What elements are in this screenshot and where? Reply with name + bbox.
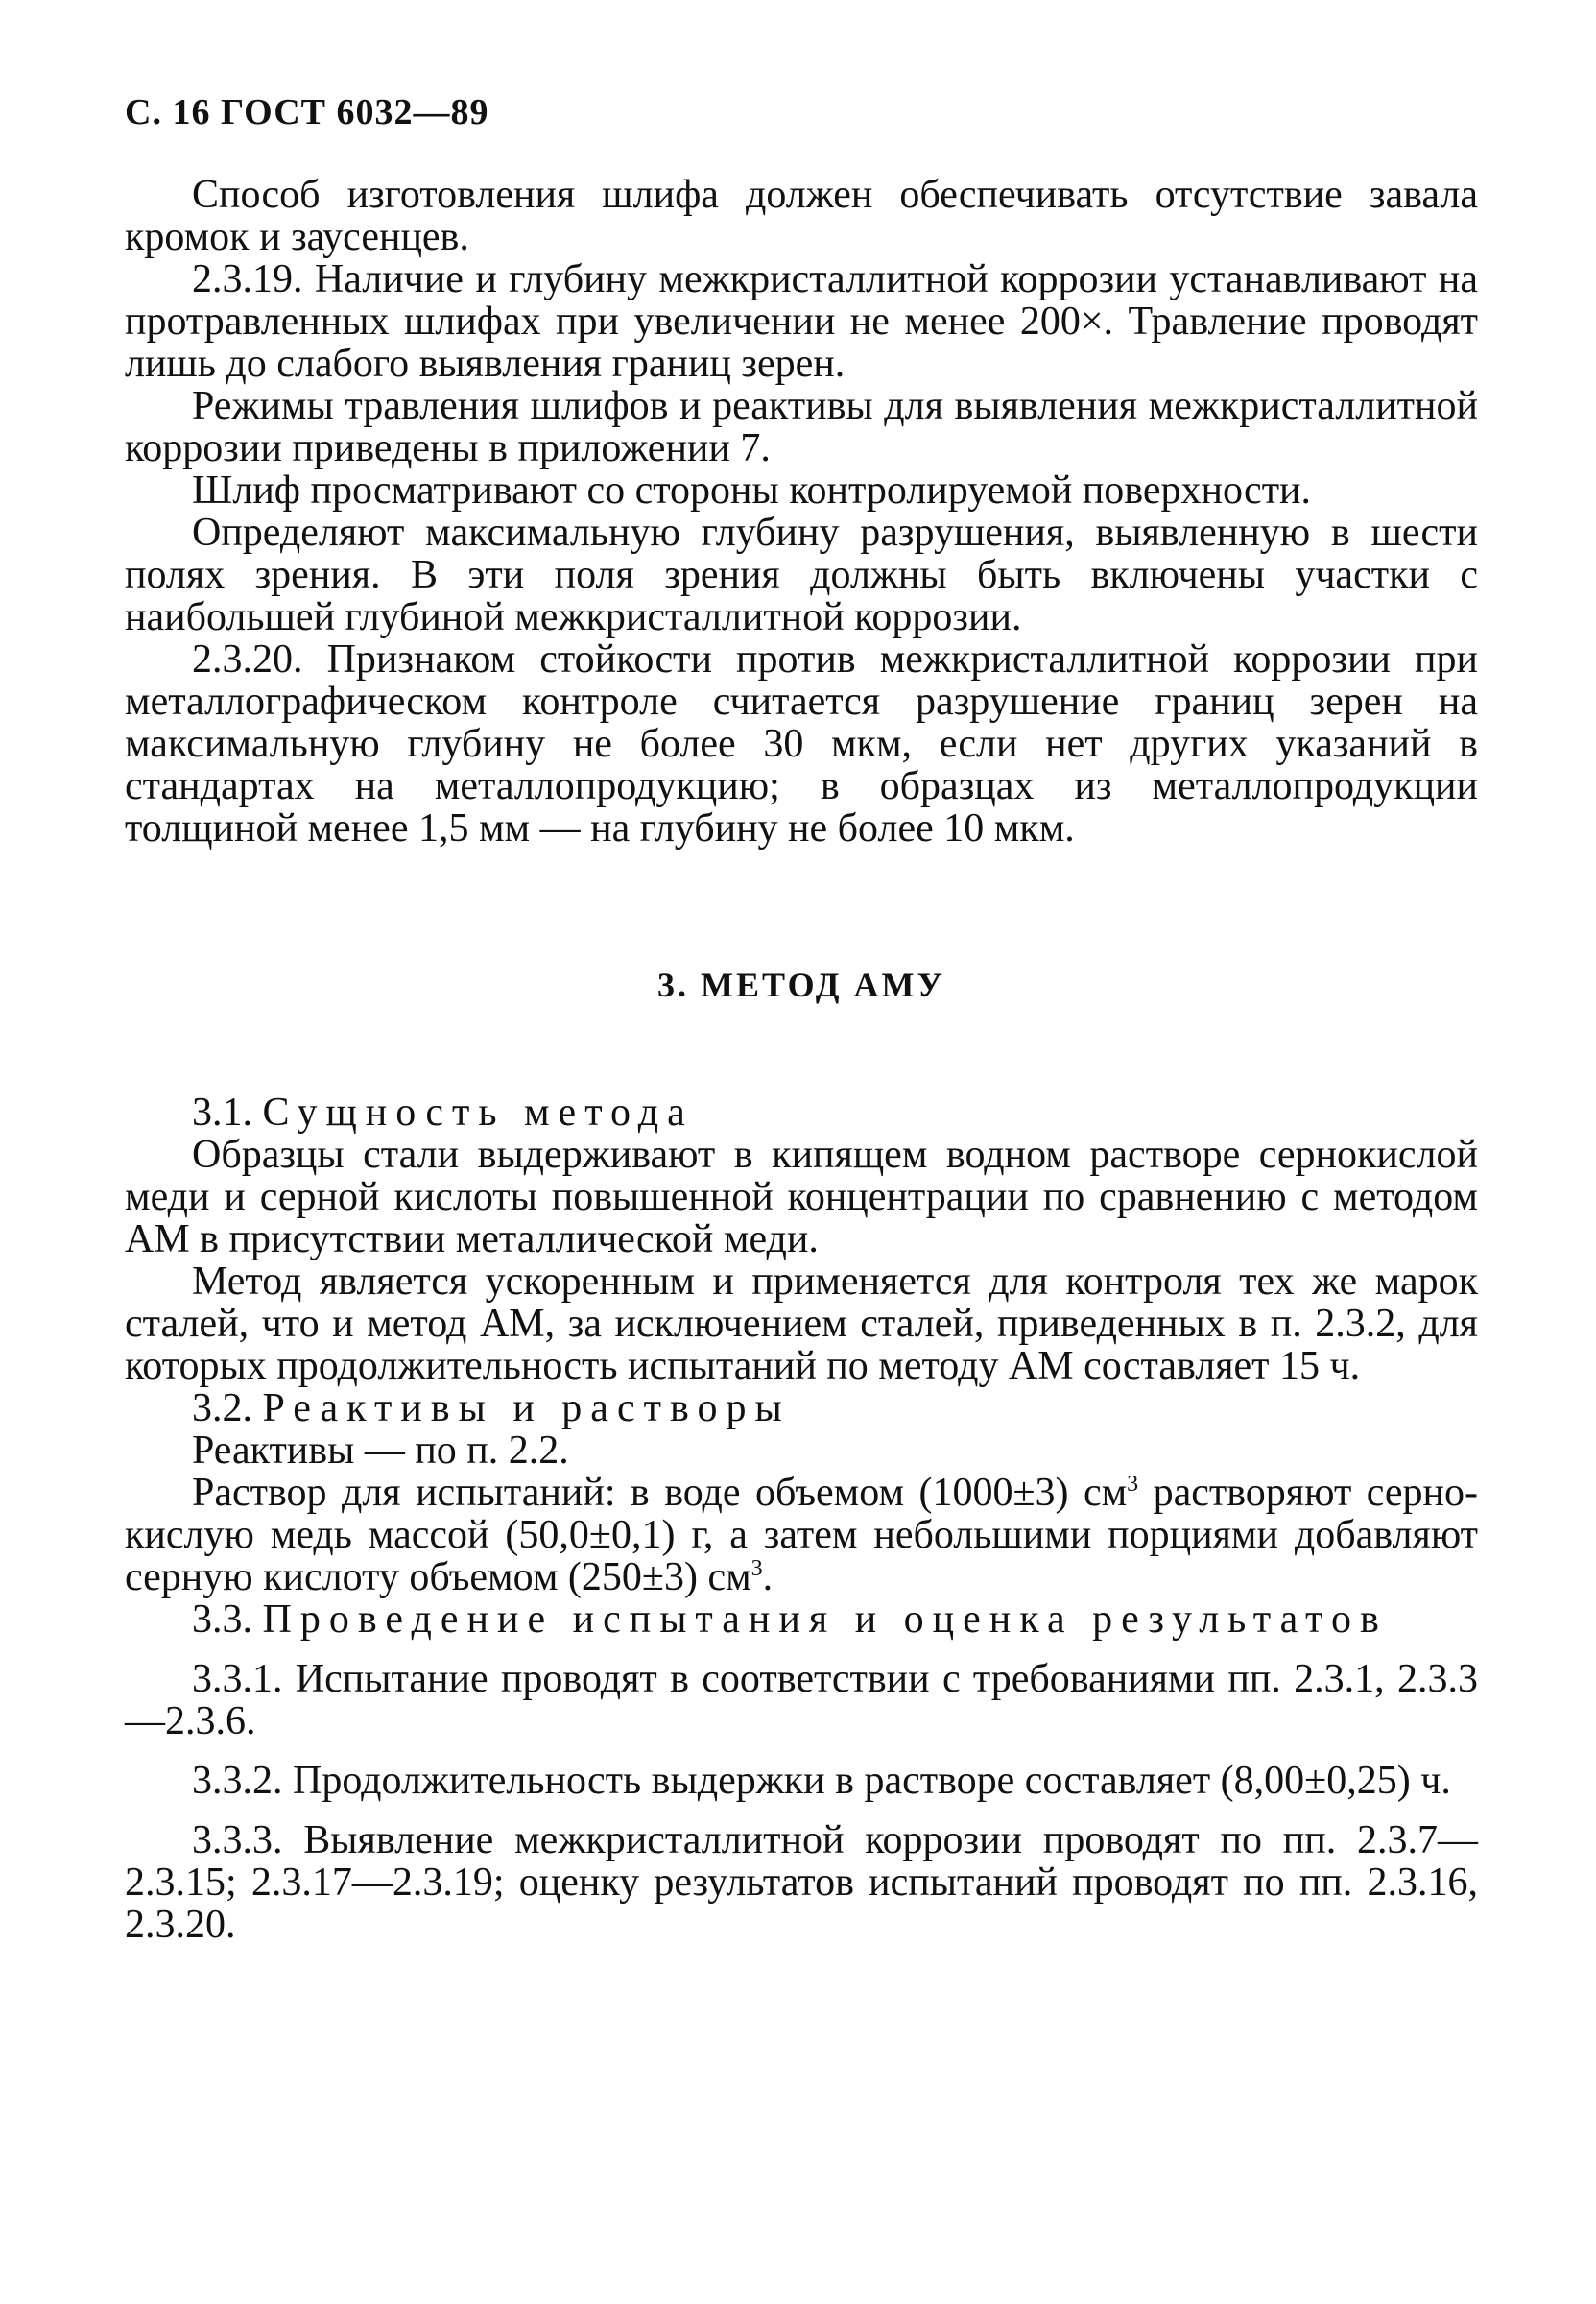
subsection-title-3-3: Проведение испытания и оценка результатов [262, 1597, 1388, 1642]
solution-text-a: Раствор для испытаний: в воде объемом (1000±3) см [192, 1471, 1128, 1515]
paragraph-etching-modes: Режимы травления шлифов и реактивы для выявления межкристаллитной коррозии приведены в приложении 7. [125, 384, 1478, 470]
section-title-amu: 3. МЕТОД АМУ [657, 966, 945, 1004]
paragraph-2-3-19: 2.3.19. Наличие и глубину межкристаллитной коррозии устанавливают на протравленных шлифах при увеличении не менее 200×. Травление проводят лишь до слабого выявления границ зерен. [125, 257, 1478, 386]
subsection-number-3-2: 3.2. [192, 1386, 252, 1430]
subsection-title-3-1: Сущность метода [262, 1091, 694, 1135]
paragraph-3-3-2: 3.3.2. Продолжительность выдержки в растворе составляет (8,00±0,25) ч. [192, 1759, 1451, 1803]
paragraph-2-3-20: 2.3.20. Признаком стойкости против межкристаллитной коррозии при металлографическом контроле считается разрушение границ зерен на максимальную глубину не более 30 мкм, если нет других указаний в стандартах на металлопродукцию; в образцах из металлопродукции толщиной менее 1,5 мм — на глубину не более 10 мкм. [125, 637, 1478, 851]
paragraph-polishing-method: Способ изготовления шлифа должен обеспечивать отсутствие завала кромок и заусенцев. [125, 173, 1478, 259]
solution-text-b: растворяют серно-кислую медь массой (50,0±0,1) г, а затем небольшими порциями добавляют серную кислоту объемом (250±3) см [125, 1471, 1478, 1599]
superscript-cube-2: 3 [750, 1556, 763, 1581]
paragraph-max-depth: Определяют максимальную глубину разрушения, выявленную в шести полях зрения. В эти поля зрения должны быть включены участки с наибольшей глубиной межкристаллитной коррозии. [125, 511, 1478, 639]
paragraph-inspection-side: Шлиф просматривают со стороны контролируемой поверхности. [192, 468, 1312, 513]
subsection-heading-3-1 [125, 1092, 1478, 1134]
solution-text-c: . [762, 1555, 774, 1599]
paragraph-3-2-solution [125, 1472, 1478, 1598]
paragraph-3-3-1: 3.3.1. Испытание проводят в соответствии с требованиями пп. 2.3.1, 2.3.3—2.3.6. [125, 1657, 1478, 1743]
paragraph-3-1-method: Метод является ускоренным и применяется для контроля тех же марок сталей, что и метод АМ, за исключением сталей, приведенных в п. 2.3.2, для которых продолжительность испытаний по методу АМ составляет 15 ч. [125, 1260, 1478, 1388]
subsection-title-3-2: Реактивы и растворы [262, 1386, 791, 1430]
paragraph-3-2-reagents: Реактивы — по п. 2.2. [192, 1428, 569, 1473]
subsection-number-3-1: 3.1. [192, 1091, 252, 1135]
subsection-heading-3-3 [125, 1598, 1478, 1641]
page-header: С. 16 ГОСТ 6032—89 [125, 92, 489, 132]
document-page [125, 91, 1478, 1946]
paragraph-3-3-3: 3.3.3. Выявление межкристаллитной коррозии проводят по пп. 2.3.7—2.3.15; 2.3.17—2.3.19; оценку результатов испытаний проводят по пп. 2.3.16, 2.3.20. [125, 1818, 1478, 1947]
subsection-number-3-3: 3.3. [192, 1597, 252, 1642]
superscript-cube-1: 3 [1127, 1472, 1139, 1497]
subsection-heading-3-2 [125, 1387, 1478, 1429]
paragraph-3-1-samples: Образцы стали выдерживают в кипящем водном растворе сернокислой меди и серной кислоты повышенной концентрации по сравнению с методом АМ в присутствии металлической меди. [125, 1133, 1478, 1261]
